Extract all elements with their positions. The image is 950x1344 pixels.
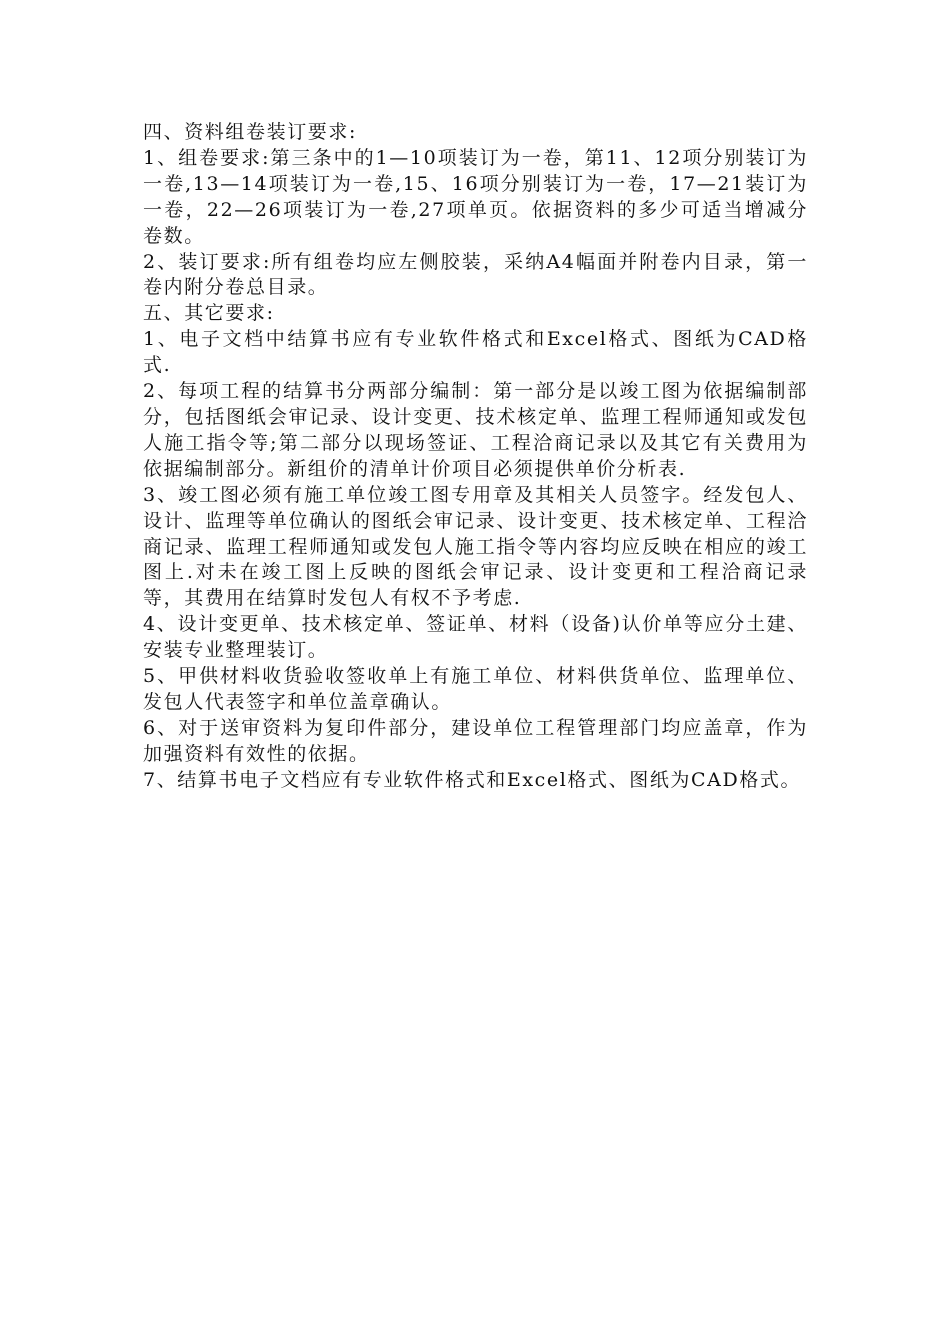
section-five-item-3: 3、竣工图必须有施工单位竣工图专用章及其相关人员签字。经发包人、设计、监理等单位确认的图纸会审记录、设计变更、技术核定单、工程洽商记录、监理工程师通知或发包人施工指令等内容均应反映在相应的竣工图上.对未在竣工图上反映的图纸会审记录、设计变更和工程洽商记录等，其费用在结算时发包人有权不予考虑. — [143, 483, 808, 610]
section-five-item-7: 7、结算书电子文档应有专业软件格式和Excel格式、图纸为CAD格式。 — [143, 768, 802, 791]
section-five-item-2: 2、每项工程的结算书分两部分编制：第一部分是以竣工图为依据编制部分，包括图纸会审记录、设计变更、技术核定单、监理工程师通知或发包人施工指令等;第二部分以现场签证、工程洽商记录以及其它有关费用为依据编制部分。新组价的清单计价项目必须提供单价分析表. — [143, 380, 808, 480]
section-five-heading: 五、其它要求: — [143, 302, 275, 325]
section-four-item-2: 2、装订要求:所有组卷均应左侧胶装，采纳A4幅面并附卷内目录，第一卷内附分卷总目录。 — [143, 250, 808, 299]
section-five-item-5: 5、甲供材料收货验收签收单上有施工单位、材料供货单位、监理单位、发包人代表签字和单位盖章确认。 — [143, 665, 808, 713]
section-five-item-1: 1、电子文档中结算书应有专业软件格式和Excel格式、图纸为CAD格式. — [143, 328, 808, 377]
section-four-item-1: 1、组卷要求:第三条中的1—10项装订为一卷，第11、12项分别装订为一卷,13—14项装订为一卷,15、16项分别装订为一卷，17—21装订为一卷，22—26项装订为一卷,27项单页。依据资料的多少可适当增减分卷数。 — [143, 146, 808, 247]
section-five-item-6: 6、对于送审资料为复印件部分，建设单位工程管理部门均应盖章，作为加强资料有效性的依据。 — [143, 716, 808, 765]
document-body — [143, 120, 808, 794]
section-four-heading: 四、资料组卷装订要求: — [143, 121, 358, 143]
section-five-item-4: 4、设计变更单、技术核定单、签证单、材料（设备)认价单等应分土建、安装专业整理装订。 — [143, 613, 808, 662]
